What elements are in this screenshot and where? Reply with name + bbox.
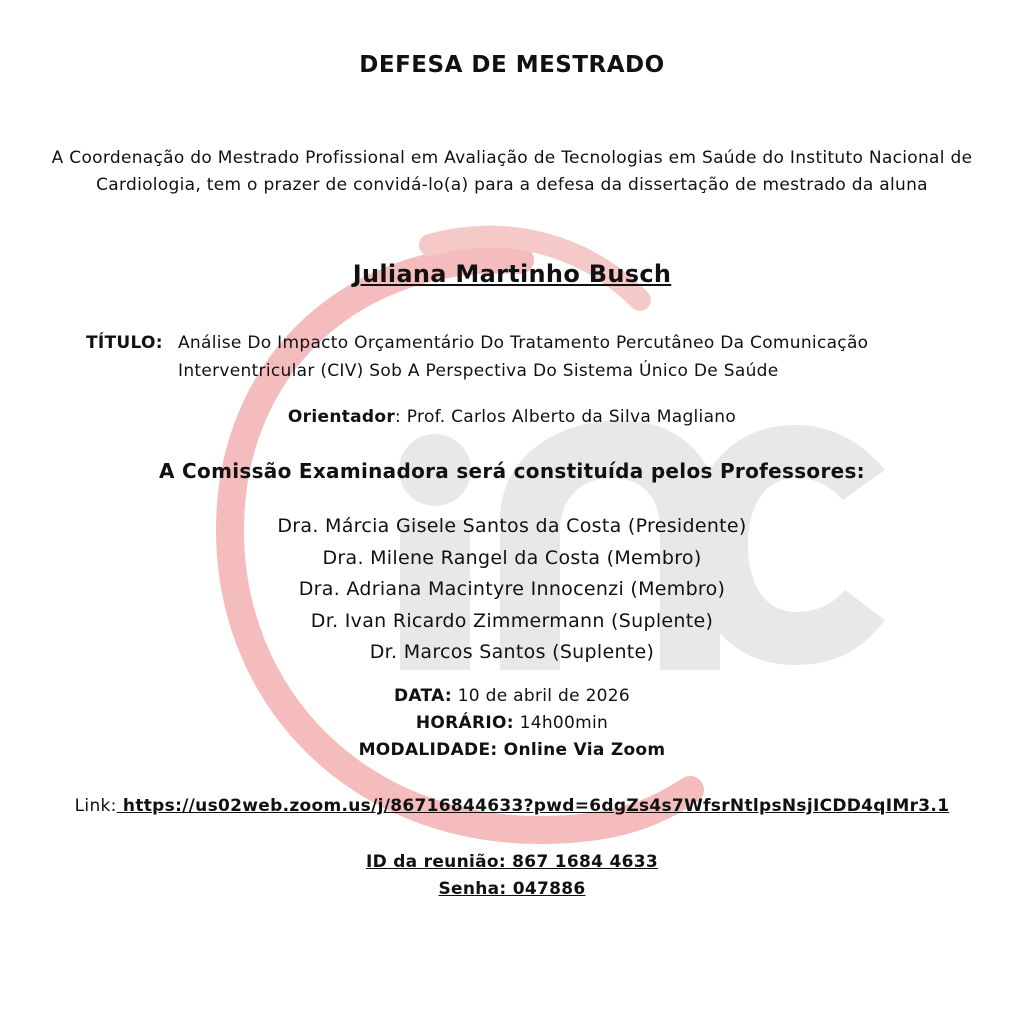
meeting-link-line <box>0 796 1024 816</box>
link-separator: : <box>110 796 117 816</box>
mode-line <box>0 740 1024 760</box>
zoom-link[interactable]: https://us02web.zoom.us/j/86716844633?pwd=6dgZs4s7WfsrNtlpsNsjICDD4qIMr3.1 <box>116 796 950 816</box>
mode-label: MODALIDADE: <box>358 740 498 760</box>
page-title: DEFESA DE MESTRADO <box>359 52 665 78</box>
committee-member: Dr. Ivan Ricardo Zimmermann (Suplente) <box>310 609 714 632</box>
date-value: 10 de abril de 2026 <box>451 686 631 706</box>
thesis-block <box>86 329 966 385</box>
student-name: Juliana Martinho Busch <box>352 260 672 288</box>
committee-member: Dr. Marcos Santos (Suplente) <box>369 641 655 663</box>
committee-member: Dra. Márcia Gisele Santos da Costa (Presidente) <box>277 515 747 537</box>
time-value: 14h00min <box>513 713 609 733</box>
advisor-separator: : <box>395 407 407 427</box>
mode-value: Online Via Zoom <box>497 740 666 760</box>
committee-heading: A Comissão Examinadora será constituída pelos Professores: <box>159 459 865 483</box>
advisor-name: Prof. Carlos Alberto da Silva Magliano <box>406 407 737 427</box>
time-label: HORÁRIO: <box>415 713 514 733</box>
date-label: DATA: <box>393 686 452 706</box>
committee-member: Dra. Milene Rangel da Costa (Membro) <box>322 546 702 569</box>
committee-list <box>0 511 1024 669</box>
intro-paragraph: A Coordenação do Mestrado Profissional em Avaliação de Tecnologias em Saúde do Instituto Nacional de Cardiologia, tem o prazer de convidá-lo(a) para a defesa da dissertação de mestrado da aluna <box>51 148 973 195</box>
advisor-label: Orientador <box>287 407 396 427</box>
date-line <box>0 686 1024 706</box>
link-label: Link <box>74 796 111 816</box>
thesis-title: Análise Do Impacto Orçamentário Do Tratamento Percutâneo Da Comunicação Interventricular (CIV) Sob A Perspectiva Do Sistema Único De Saúde <box>178 333 869 381</box>
meeting-password: Senha: 047886 <box>438 879 586 899</box>
thesis-label: TÍTULO: <box>86 333 163 353</box>
committee-member: Dra. Adriana Macintyre Innocenzi (Membro) <box>298 578 726 600</box>
advisor-line <box>0 407 1024 427</box>
meeting-id: ID da reunião: 867 1684 4633 <box>365 852 659 872</box>
time-line <box>0 713 1024 733</box>
